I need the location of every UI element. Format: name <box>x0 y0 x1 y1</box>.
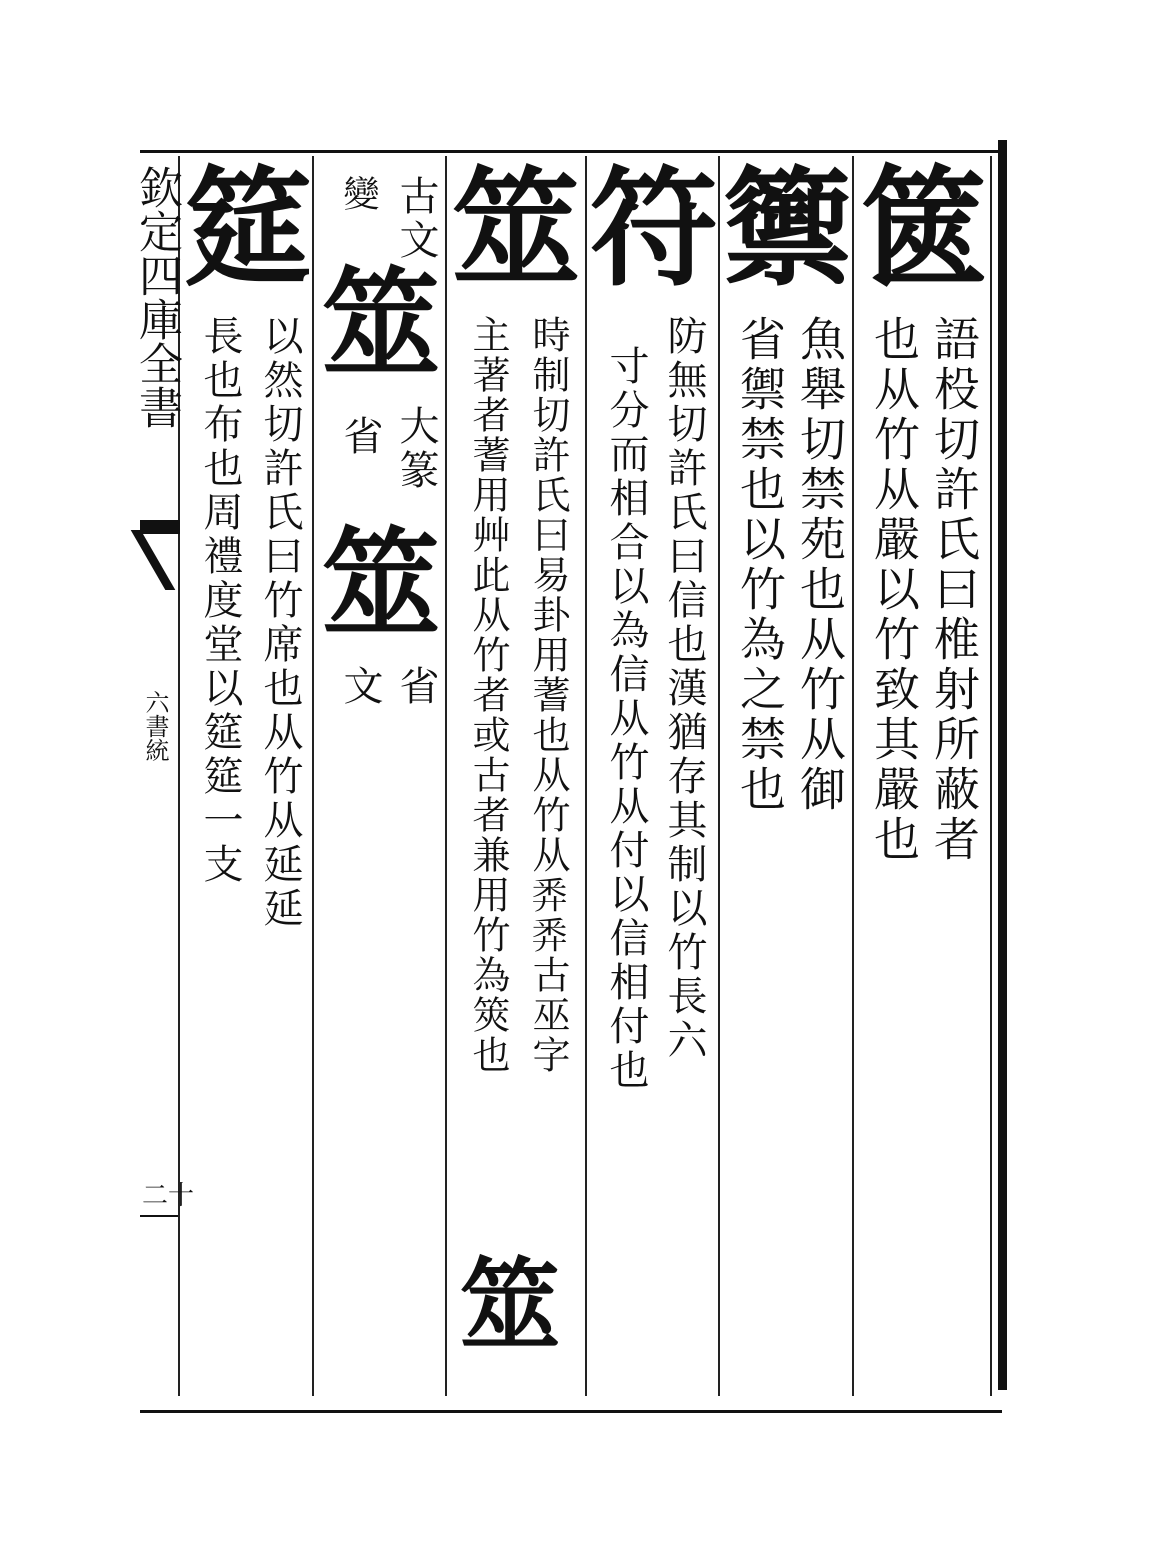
entry-column <box>722 154 853 1395</box>
seal-character: 筮 <box>460 1246 560 1364</box>
entry-column <box>450 154 581 1395</box>
entry-text: 魚舉切禁苑也从竹从御 <box>793 315 847 815</box>
seal-character: 筵 <box>184 154 313 304</box>
entry-column <box>316 165 446 1395</box>
column-divider <box>852 156 854 1396</box>
bottom-rule <box>140 1410 1002 1413</box>
page-number-rule <box>140 1215 178 1217</box>
volume-title: 六書統 <box>141 690 169 762</box>
column-divider <box>990 156 992 1396</box>
seal-character: 篋 <box>860 154 989 304</box>
column-divider <box>718 156 720 1396</box>
variant-note: 變 <box>338 175 379 215</box>
variant-label: 大篆 <box>393 405 439 493</box>
variant-note: 省 <box>337 415 383 459</box>
entry-text: 寸分而相合以為信从竹从付以信相付也 <box>603 345 649 1093</box>
variant-note: 文 <box>337 665 383 709</box>
right-border <box>998 140 1007 1390</box>
variant-label: 省 <box>393 665 439 709</box>
seal-character: 筮 <box>322 254 441 393</box>
book-title: 欽定四庫全書 <box>131 165 182 429</box>
seal-character: 筮 <box>322 514 441 653</box>
variant-label: 古文 <box>393 175 439 263</box>
entry-text: 防無切許氏曰信也漢猶存其制以竹長六 <box>661 315 707 1063</box>
entry-column <box>588 154 719 1395</box>
entry-text: 主著者蓍用艸此从竹者或古者兼用竹為筴也 <box>466 315 510 1075</box>
entry-text: 省禦禁也以竹為之禁也 <box>733 315 787 815</box>
seal-character: 符 <box>590 154 719 304</box>
column-divider <box>312 156 314 1396</box>
page-number: 二十 <box>142 1181 195 1211</box>
entry-text: 時制切許氏曰易卦用蓍也从竹从𢍏𢍏古巫字 <box>526 315 570 1075</box>
seal-character: 籞 <box>724 154 853 304</box>
entry-text: 以然切許氏曰竹席也从竹从延延 <box>257 315 303 931</box>
column-divider <box>585 156 587 1396</box>
entry-text: 長也布也周禮度堂以筵筵一支 <box>197 315 243 887</box>
fold-mark <box>140 520 180 534</box>
entry-text: 也从竹从嚴以竹致其嚴也 <box>867 315 921 865</box>
fold-mark-slope <box>131 530 176 590</box>
entry-column <box>182 154 313 1395</box>
entry-text: 語杸切許氏曰椎射所蔽者 <box>927 315 981 865</box>
top-rule <box>140 150 1002 153</box>
seal-character: 筮 <box>452 154 581 304</box>
entry-column <box>858 154 989 1395</box>
